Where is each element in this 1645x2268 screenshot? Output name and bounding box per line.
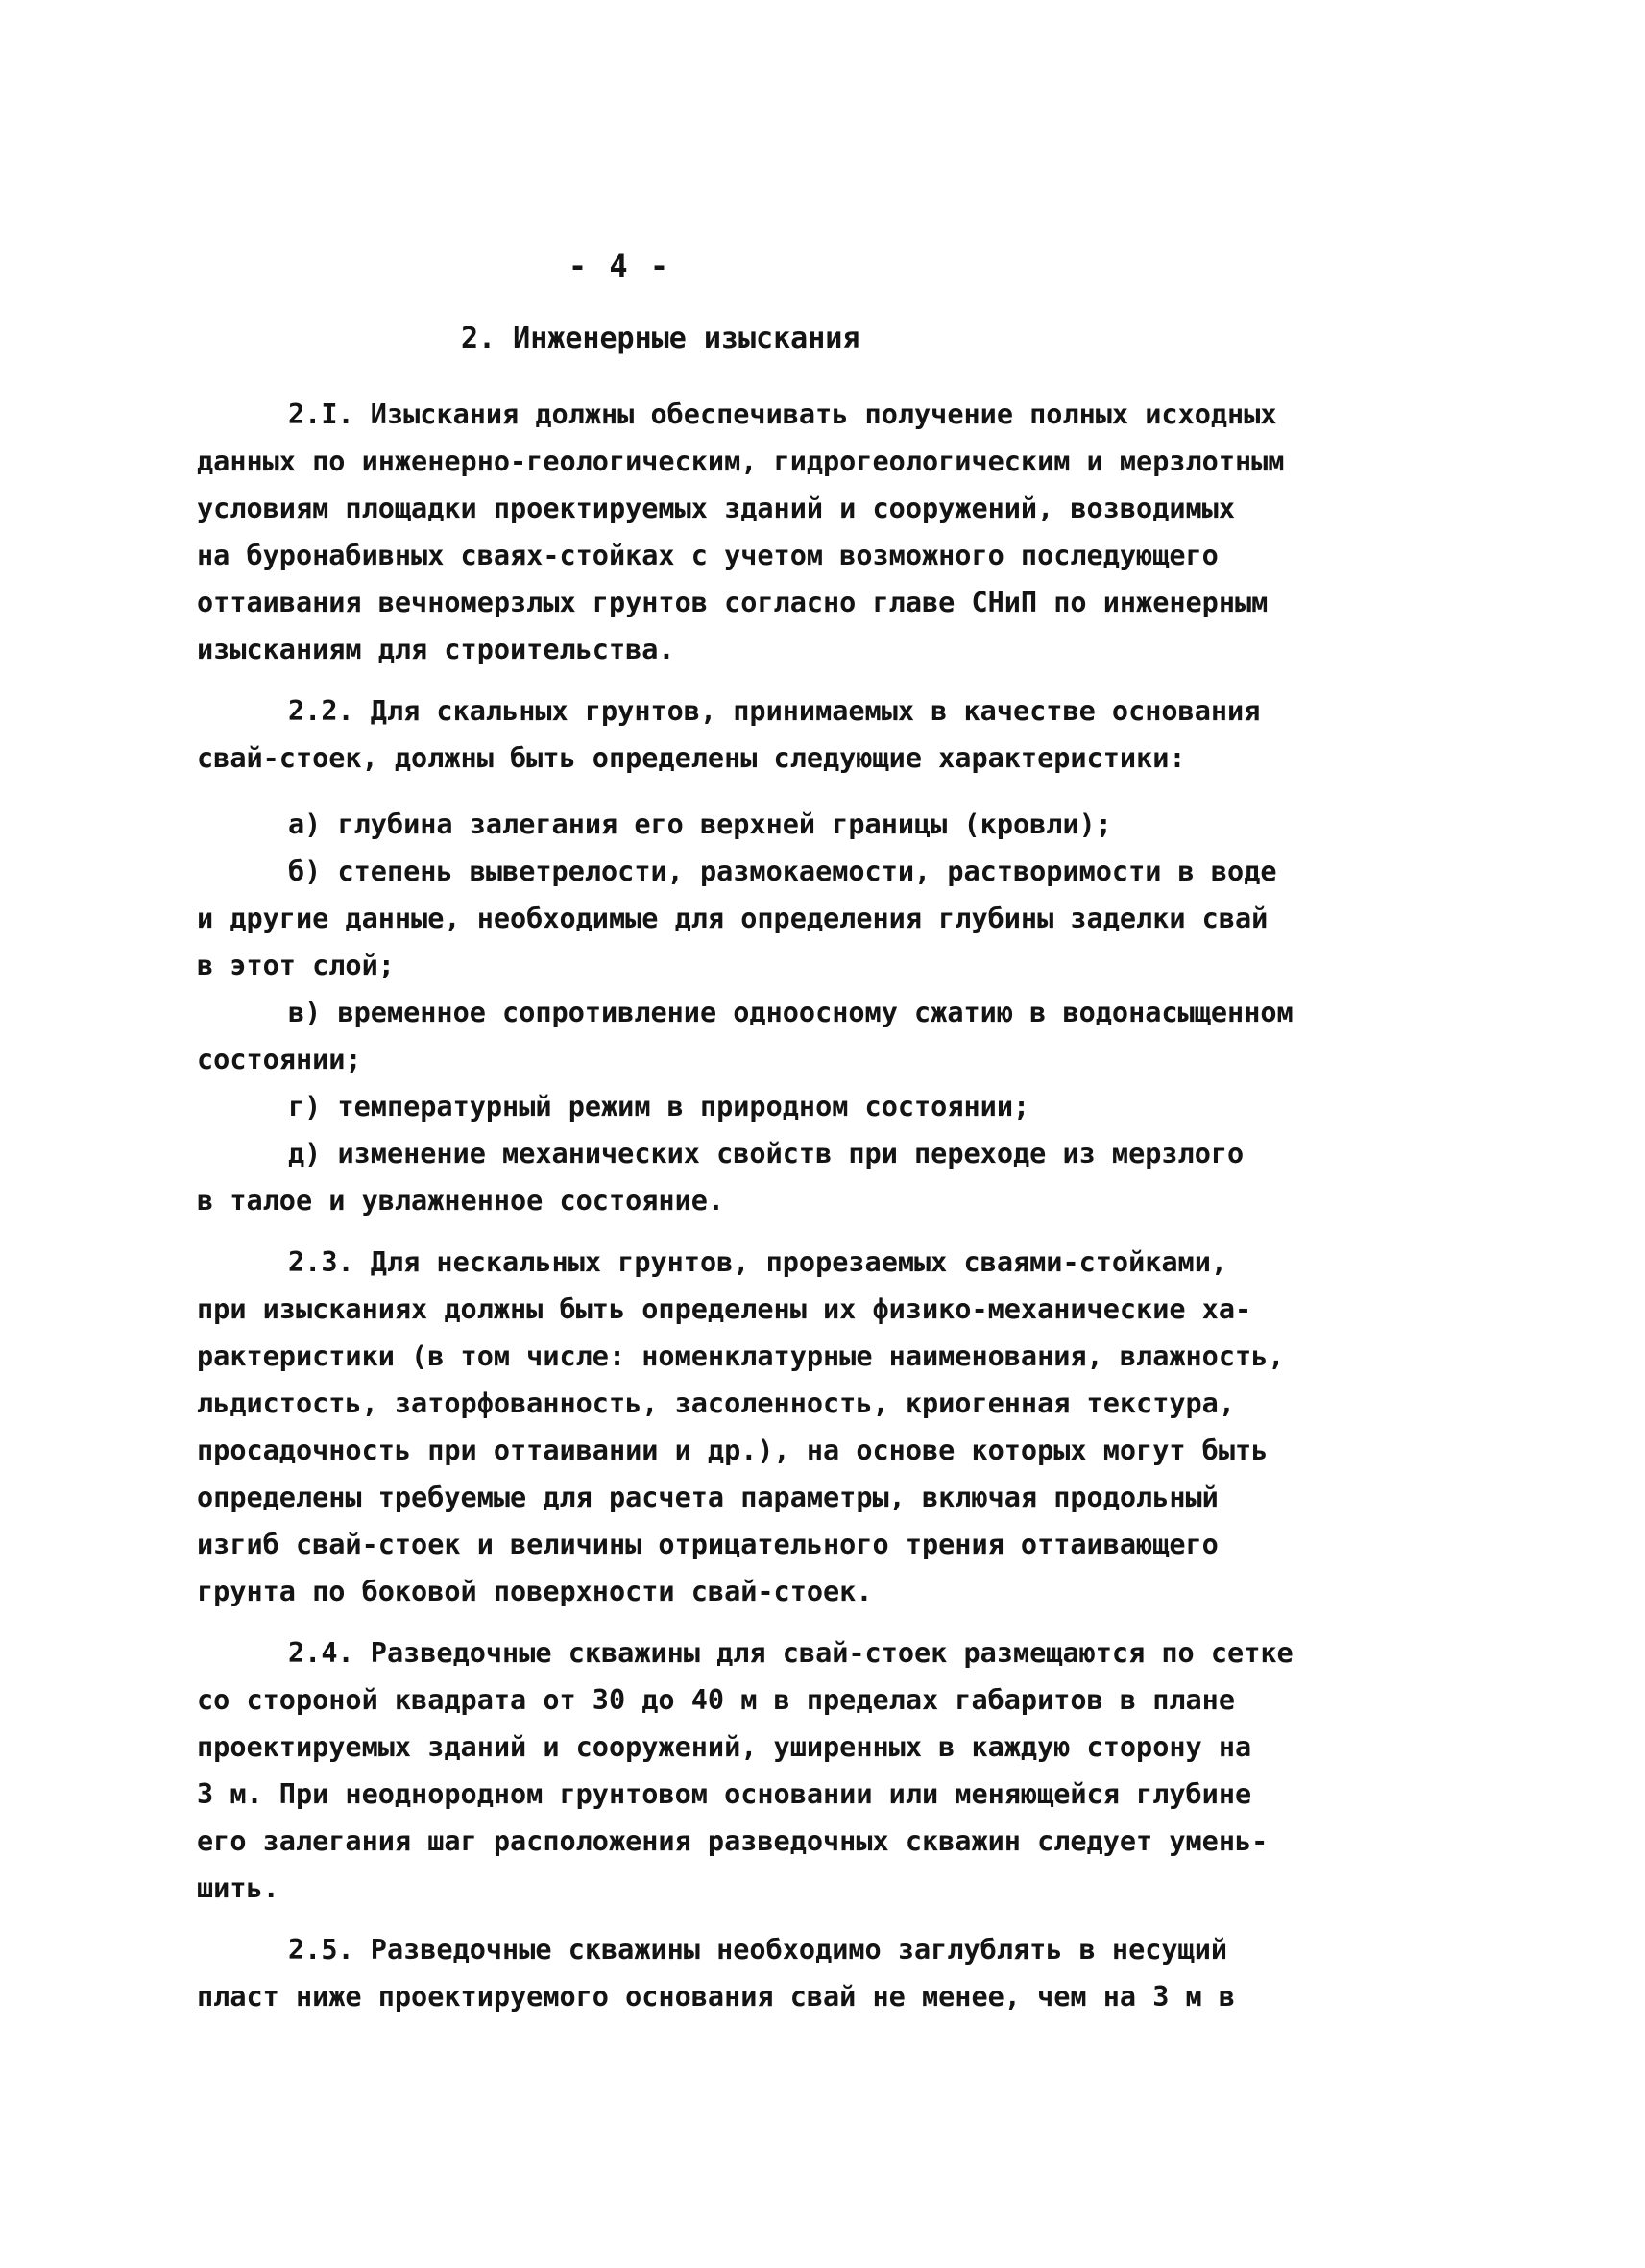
text-line: изгиб свай-стоек и величины отрицательного трения оттаивающего <box>197 1529 1219 1560</box>
text-line: 2.4. Разведочные скважины для свай-стоек размещаются по сетке <box>288 1637 1294 1669</box>
text-line: а) глубина залегания его верхней границы (кровли); <box>288 808 1112 840</box>
text-line: грунта по боковой поверхности свай-стоек. <box>197 1576 873 1607</box>
text-line: условиям площадки проектируемых зданий и сооружений, возводимых <box>197 493 1235 524</box>
text-line: проектируемых зданий и сооружений, уширенных в каждую сторону на <box>197 1731 1252 1763</box>
text-line: на буронабивных сваях-стойках с учетом возможного последующего <box>197 540 1219 571</box>
text-line: 2.I. Изыскания должны обеспечивать получение полных исходных <box>288 398 1277 430</box>
text-line: и другие данные, необходимые для определения глубины заделки свай <box>197 903 1269 934</box>
text-line: состоянии; <box>197 1044 362 1075</box>
text-line: свай-стоек, должны быть определены следующие характеристики: <box>197 742 1186 774</box>
text-line: в этот слой; <box>197 950 395 981</box>
text-line: 2.5. Разведочные скважины необходимо заглублять в несущий <box>288 1934 1228 1966</box>
text-line: со стороной квадрата от 30 до 40 м в пределах габаритов в плане <box>197 1684 1235 1716</box>
section-title: 2. Инженерные изыскания <box>461 322 860 355</box>
text-line: 3 м. При неоднородном грунтовом основании или меняющейся глубине <box>197 1778 1252 1810</box>
text-line: 2.3. Для нескальных грунтов, прорезаемых сваями-стойками, <box>288 1246 1228 1278</box>
text-line: в) временное сопротивление одноосному сжатию в водонасыщенном <box>288 997 1294 1028</box>
text-line: при изысканиях должны быть определены их физико-механические ха- <box>197 1293 1252 1325</box>
text-line: просадочность при оттаивании и др.), на основе которых могут быть <box>197 1435 1269 1466</box>
text-line: шить. <box>197 1872 279 1904</box>
text-line: б) степень выветрелости, размокаемости, растворимости в воде <box>288 856 1277 887</box>
text-line: пласт ниже проектируемого основания свай не менее, чем на 3 м в <box>197 1981 1235 2013</box>
text-line: определены требуемые для расчета параметры, включая продольный <box>197 1482 1219 1513</box>
text-line: д) изменение механических свойств при переходе из мерзлого <box>288 1138 1245 1170</box>
text-line: данных по инженерно-геологическим, гидрогеологическим и мерзлотным <box>197 446 1285 477</box>
text-line: 2.2. Для скальных грунтов, принимаемых в качестве основания <box>288 695 1261 727</box>
text-line: изысканиям для строительства. <box>197 634 675 665</box>
text-line: в талое и увлажненное состояние. <box>197 1185 725 1217</box>
text-line: его залегания шаг расположения разведочных скважин следует умень- <box>197 1825 1269 1857</box>
text-line: г) температурный режим в природном состоянии; <box>288 1091 1030 1122</box>
text-line: рактеристики (в том числе: номенклатурные наименования, влажность, <box>197 1340 1285 1372</box>
text-line: льдистость, заторфованность, засоленность, криогенная текстура, <box>197 1387 1235 1419</box>
page-number: - 4 - <box>568 248 671 284</box>
text-line: оттаивания вечномерзлых грунтов согласно главе СНиП по инженерным <box>197 587 1269 618</box>
